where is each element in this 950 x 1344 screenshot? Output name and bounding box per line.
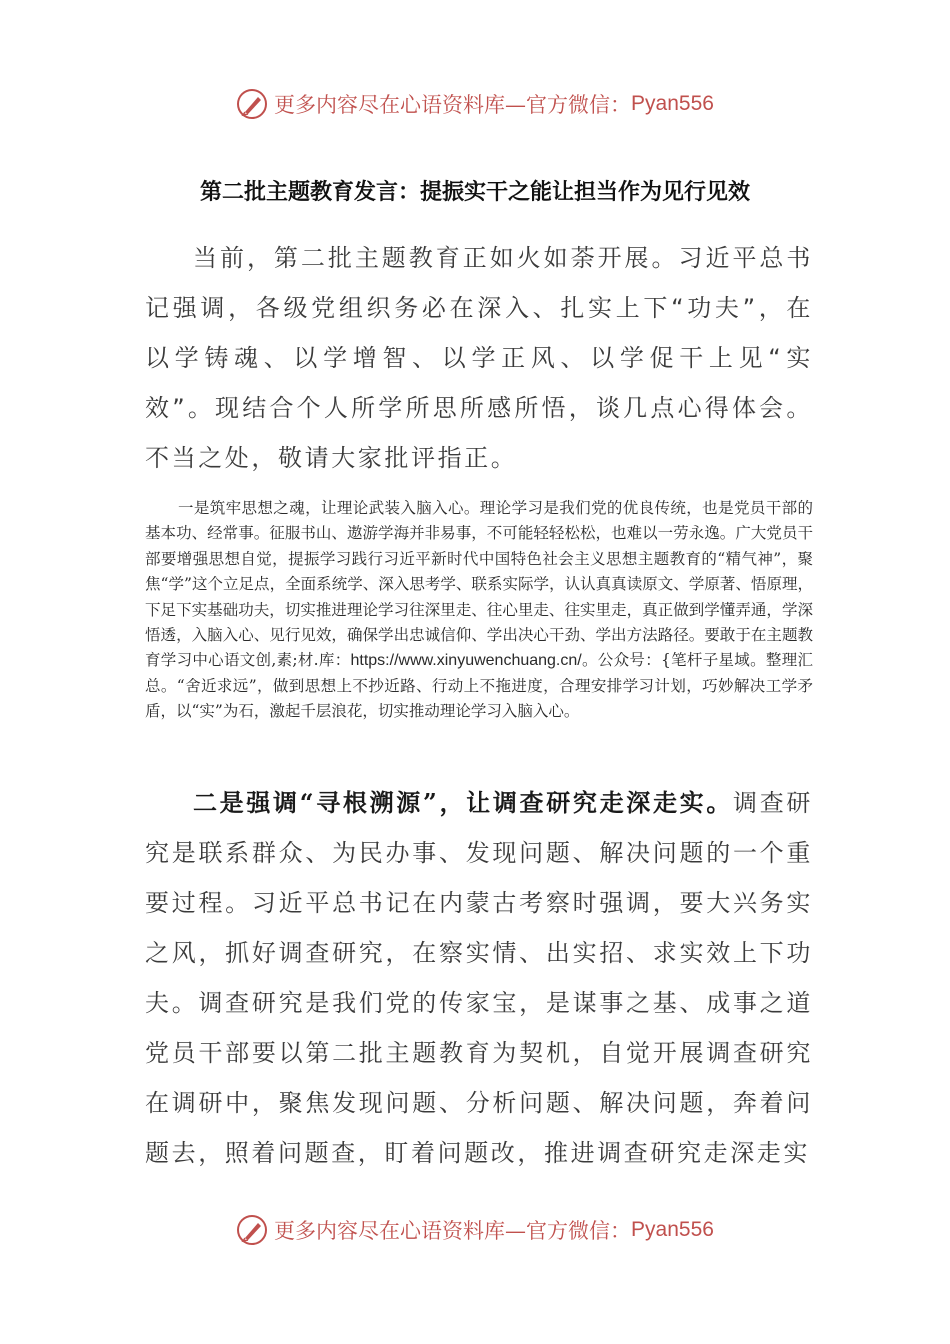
header-banner — [0, 84, 950, 124]
website-link[interactable]: https://www.xinyuwenchuang.cn/ — [350, 652, 582, 670]
paragraph-intro: 当前，第二批主题教育正如火如荼开展。习近平总书记强调，各级党组织务必在深入、扎实上下“功夫”，在以学铸魂、以学增智、以学正风、以学促干上见“实效”。现结合个人所学所思所感所悟，谈几点心得体会。不当之处，敬请大家批评指正。 — [145, 244, 813, 472]
paragraph-lead-heading: 二是强调“寻根溯源”，让调查研究走深走实。 — [193, 788, 734, 817]
document-title: 第二批主题教育发言：提振实干之能让担当作为见行见效 — [199, 179, 750, 205]
paragraph-investigation — [145, 778, 813, 1178]
paragraph-text: 一是筑牢思想之魂，让理论武装入脑入心。理论学习是我们党的优良传统，也是党员干部的基本功、经常事。征服书山、遨游学海并非易事，不可能轻轻松松，也难以一劳永逸。广大党员干部要增强思想自觉，提振学习践行习近平新时代中国特色社会主义思想主题教育的“精气神”，聚焦“学”这个立足点，全面系统学、深入思考学、联系实际学，认认真真读原文、学原著、悟原理，下足下实基础功夫，切实推进理论学习往深里走、往心里走、往实里走，真正做到学懂弄通，学深悟透，入脑入心、见行见效，确保学出忠诚信仰、学出决心干劲、学出方法路径。要敢于在主题教育学习中心语文创,素;材.库： — [145, 499, 813, 670]
paragraph-body: 调查研究是联系群众、为民办事、发现问题、解决问题的一个重要过程。习近平总书记在内蒙古考察时强调，要大兴务实之风，抓好调查研究，在察实情、出实招、求实效上下功夫。调查研究是我们党的传家宝，是谋事之基、成事之道党员干部要以第二批主题教育为契机，自觉开展调查研究在调研中，聚焦发现问题、分析问题、解决问题，奔着问题去，照着问题查，盯着问题改，推进调查研究走深走实 — [145, 789, 813, 1167]
quill-pen-logo-icon — [236, 88, 268, 120]
paragraph-theory-study — [145, 496, 813, 725]
wechat-id: Pyan556 — [631, 1218, 714, 1241]
footer-banner — [0, 1210, 950, 1250]
banner-text: 更多内容尽在心语资料库—官方微信： — [274, 93, 632, 117]
paragraph-text: 。公众号：{笔杆子星域。整理汇总。“舍近求远”，做到思想上不抄近路、行动上不拖进度，合理安排学习计划，巧妙解决工学矛盾，以“实”为石，激起千层浪花，切实推动理论学习入脑入心。 — [145, 651, 813, 721]
wechat-id: Pyan556 — [631, 92, 714, 115]
quill-pen-logo-icon — [236, 1214, 268, 1246]
banner-text: 更多内容尽在心语资料库—官方微信： — [274, 1219, 632, 1243]
